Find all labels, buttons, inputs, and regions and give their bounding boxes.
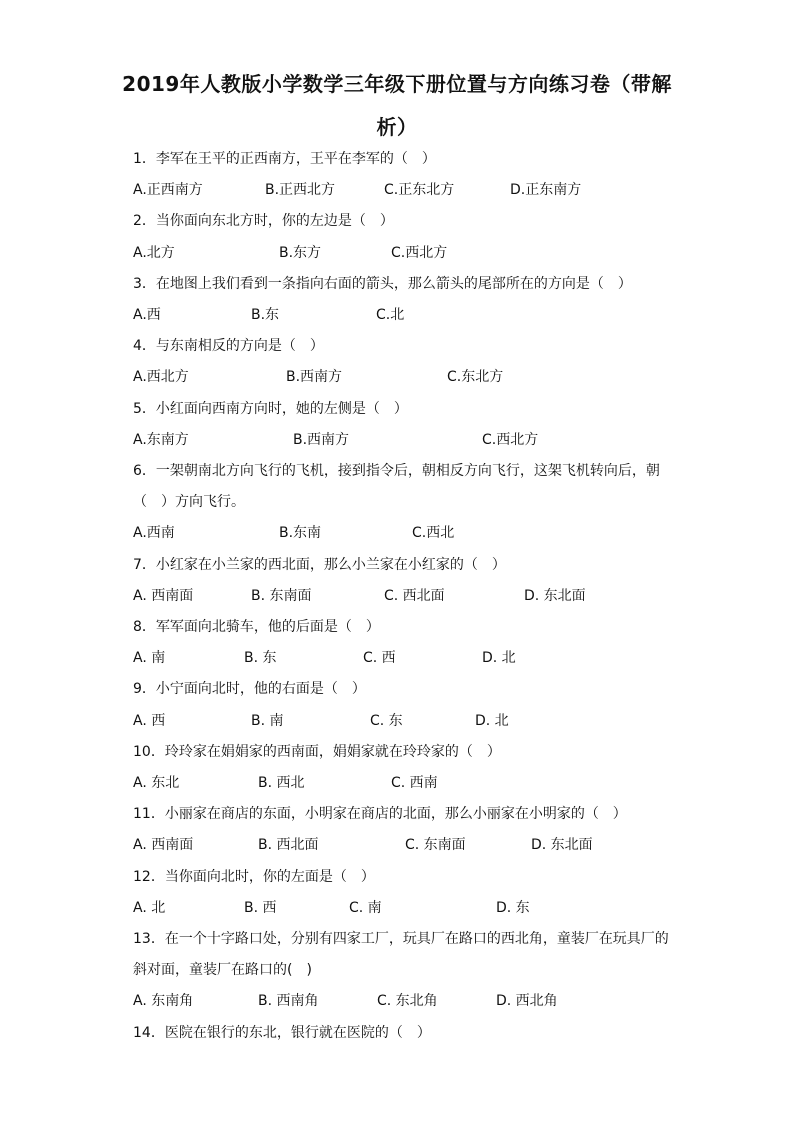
question-2: 2．当你面向东北方时，你的左边是（ ） [133,213,394,229]
q8-option-b: B. 东 [244,650,277,666]
question-11: 11．小丽家在商店的东面，小明家在商店的北面，那么小丽家在小明家的（ ） [133,806,627,822]
q6-option-c: C.西北 [412,525,455,541]
q13-option-d: D. 西北角 [496,993,558,1009]
q1-option-d: D.正东南方 [510,182,582,198]
q10-option-c: C. 西南 [391,775,438,791]
question-1: 1．李军在王平的正西南方，王平在李军的（ ） [133,151,436,167]
q9-option-a: A. 西 [133,713,166,729]
q1-option-b: B.正西北方 [265,182,336,198]
q3-option-a: A.西 [133,307,161,323]
question-8: 8．军军面向北骑车，他的后面是（ ） [133,619,380,635]
question-1-options [133,181,693,199]
question-13: 13．在一个十字路口处，分别有四家工厂，玩具厂在路口的西北角，童装厂在玩具厂的 [133,931,669,947]
question-3: 3．在地图上我们看到一条指向右面的箭头，那么箭头的尾部所在的方向是（ ） [133,276,632,292]
q12-option-c: C. 南 [349,900,382,916]
question-6-continued: （ ）方向飞行。 [133,494,245,510]
q2-option-c: C.西北方 [391,245,448,261]
q1-option-c: C.正东北方 [384,182,455,198]
q11-option-a: A. 西南面 [133,837,194,853]
q10-option-a: A. 东北 [133,775,180,791]
question-7: 7．小红家在小兰家的西北面，那么小兰家在小红家的（ ） [133,557,506,573]
question-10: 10．玲玲家在娟娟家的西南面，娟娟家就在玲玲家的（ ） [133,744,501,760]
q9-option-b: B. 南 [251,713,284,729]
question-5-options [133,431,693,449]
question-12: 12．当你面向北时，你的左面是（ ） [133,869,375,885]
q12-option-a: A. 北 [133,900,166,916]
question-9-options [133,712,693,730]
q11-option-c: C. 东南面 [405,837,466,853]
q4-option-b: B.西南方 [286,369,343,385]
q12-option-b: B. 西 [244,900,277,916]
q8-option-d: D. 北 [482,650,516,666]
question-12-options [133,899,693,917]
q10-option-b: B. 西北 [258,775,305,791]
q7-option-b: B. 东南面 [251,588,312,604]
q7-option-a: A. 西南面 [133,588,194,604]
document-title-line-1: 2019年人教版小学数学三年级下册位置与方向练习卷（带解 [122,72,672,96]
q5-option-b: B.西南方 [293,432,350,448]
question-4: 4．与东南相反的方向是（ ） [133,338,324,354]
q9-option-d: D. 北 [475,713,509,729]
question-8-options [133,649,693,667]
q2-option-b: B.东方 [279,245,322,261]
q5-option-c: C.西北方 [482,432,539,448]
question-6-options [133,524,693,542]
question-2-options [133,244,693,262]
question-13-continued: 斜对面，童装厂在路口的( ) [133,962,312,978]
q9-option-c: C. 东 [370,713,403,729]
q2-option-a: A.北方 [133,245,175,261]
q13-option-a: A. 东南角 [133,993,194,1009]
question-11-options [133,836,693,854]
question-4-options [133,368,693,386]
q5-option-a: A.东南方 [133,432,189,448]
q8-option-a: A. 南 [133,650,166,666]
q6-option-b: B.东南 [279,525,322,541]
question-7-options [133,587,693,605]
q11-option-d: D. 东北面 [531,837,593,853]
question-5: 5．小红面向西南方向时，她的左侧是（ ） [133,401,408,417]
q1-option-a: A.正西南方 [133,182,203,198]
question-6: 6．一架朝南北方向飞行的飞机，接到指令后，朝相反方向飞行，这架飞机转向后，朝 [133,463,660,479]
q6-option-a: A.西南 [133,525,175,541]
q4-option-c: C.东北方 [447,369,504,385]
q13-option-c: C. 东北角 [377,993,438,1009]
q7-option-d: D. 东北面 [524,588,586,604]
q3-option-c: C.北 [376,307,405,323]
q13-option-b: B. 西南角 [258,993,319,1009]
q7-option-c: C. 西北面 [384,588,445,604]
question-9: 9．小宁面向北时，他的右面是（ ） [133,681,366,697]
q3-option-b: B.东 [251,307,280,323]
q8-option-c: C. 西 [363,650,396,666]
question-10-options [133,774,693,792]
q11-option-b: B. 西北面 [258,837,319,853]
question-13-options [133,992,693,1010]
q4-option-a: A.西北方 [133,369,189,385]
q12-option-d: D. 东 [496,900,530,916]
question-14: 14．医院在银行的东北，银行就在医院的（ ） [133,1025,431,1041]
document-title-line-2: 析） [376,115,418,139]
question-3-options [133,306,693,324]
